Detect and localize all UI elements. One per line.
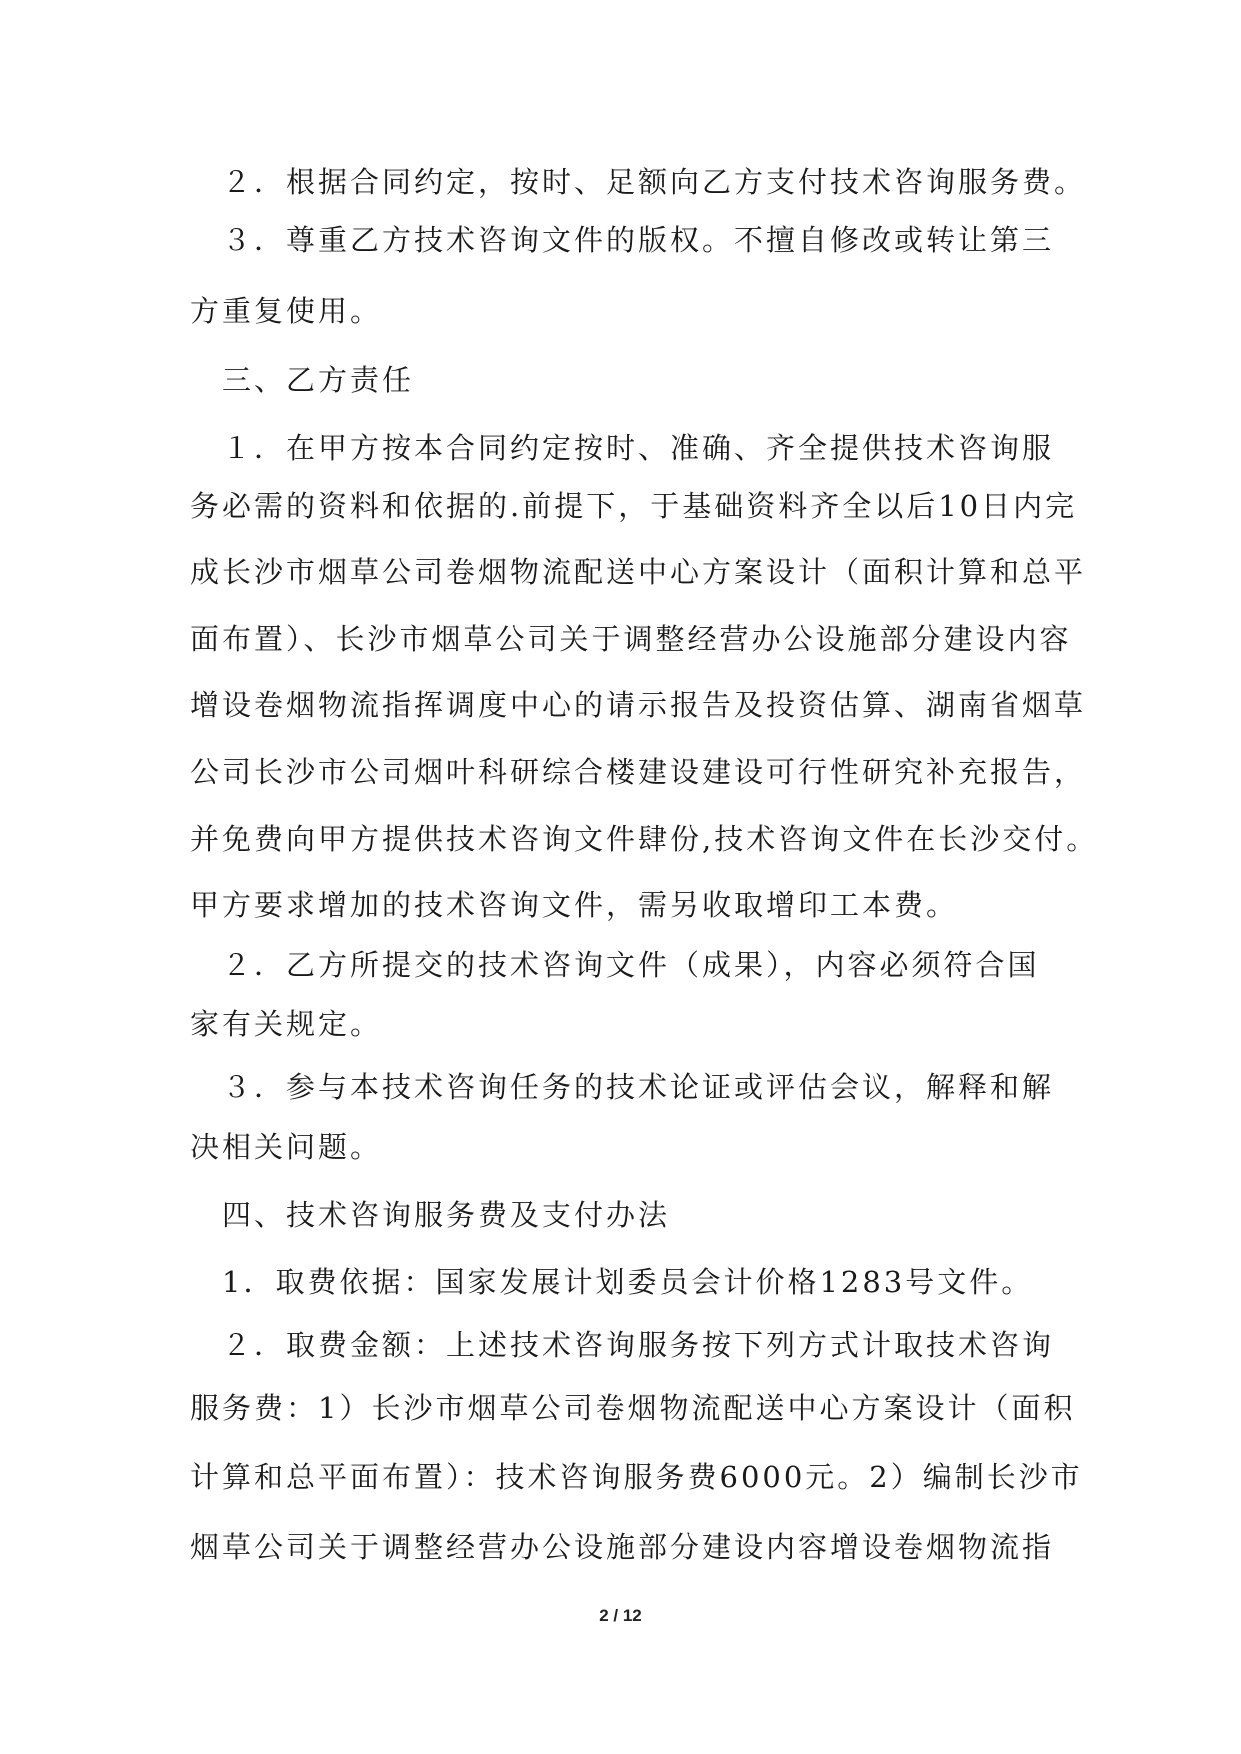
- paragraph-line: 甲方要求增加的技术咨询文件，需另收取增印工本费。: [190, 888, 959, 922]
- section-heading: 三、乙方责任: [190, 363, 415, 397]
- paragraph-line: 方重复使用。: [190, 294, 383, 328]
- paragraph-line: 计算和总平面布置）：技术咨询服务费6000元。2）编制长沙市: [190, 1460, 1083, 1494]
- page-number: 2 / 12: [599, 1606, 642, 1625]
- paragraph-line: 决相关问题。: [190, 1130, 383, 1164]
- paragraph-line: 烟草公司关于调整经营办公设施部分建设内容增设卷烟物流指: [190, 1530, 1055, 1564]
- paragraph-line: ２．根据合同约定，按时、足额向乙方支付技术咨询服务费。: [190, 165, 1087, 199]
- paragraph-line: 服务费：1）长沙市烟草公司卷烟物流配送中心方案设计（面积: [190, 1391, 1076, 1425]
- paragraph-line: 面布置）、长沙市烟草公司关于调整经营办公设施部分建设内容: [190, 622, 1072, 656]
- paragraph-line: 并免费向甲方提供技术咨询文件肆份,技术咨询文件在长沙交付。: [190, 822, 1099, 856]
- paragraph-line: ３．尊重乙方技术咨询文件的版权。不擅自修改或转让第三: [190, 223, 1055, 257]
- paragraph-line: １．在甲方按本合同约定按时、准确、齐全提供技术咨询服: [190, 431, 1055, 465]
- paragraph-line: 1．取费依据：国家发展计划委员会计价格1283号文件。: [190, 1265, 1034, 1299]
- section-heading: 四、技术咨询服务费及支付办法: [190, 1198, 671, 1232]
- paragraph-line: 家有关规定。: [190, 1007, 383, 1041]
- paragraph-line: 务必需的资料和依据的.前提下，于基础资料齐全以后10日内完: [190, 489, 1078, 523]
- paragraph-line: ３．参与本技术咨询任务的技术论证或评估会议，解释和解: [190, 1070, 1055, 1104]
- paragraph-line: 公司长沙市公司烟叶科研综合楼建设建设可行性研究补充报告，: [190, 755, 1087, 789]
- paragraph-line: ２．取费金额：上述技术咨询服务按下列方式计取技术咨询: [190, 1328, 1055, 1362]
- paragraph-line: 成长沙市烟草公司卷烟物流配送中心方案设计（面积计算和总平: [190, 555, 1087, 589]
- paragraph-line: 增设卷烟物流指挥调度中心的请示报告及投资估算、湖南省烟草: [190, 688, 1087, 722]
- paragraph-line: ２．乙方所提交的技术咨询文件（成果），内容必须符合国: [190, 948, 1040, 982]
